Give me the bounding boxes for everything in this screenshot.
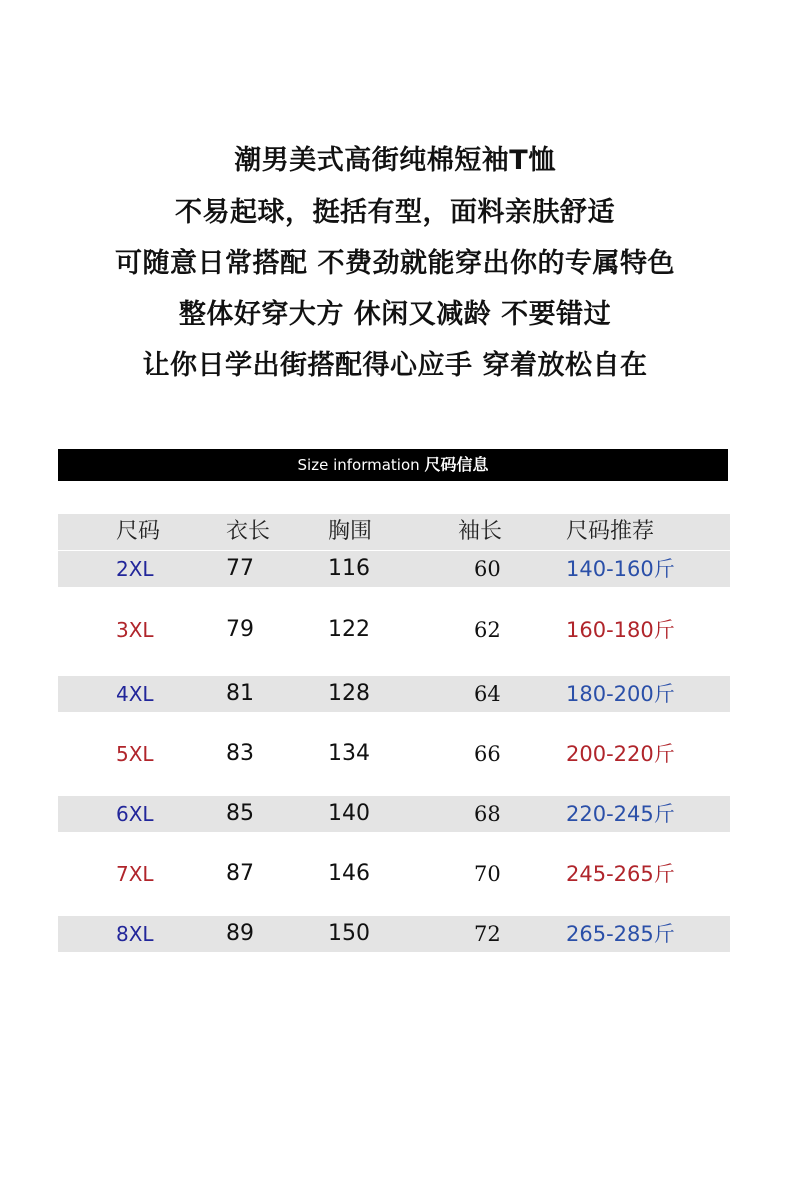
headline-line-2: 不易起球，挺括有型，面料亲肤舒适 bbox=[175, 197, 615, 228]
chest-cell: 116 bbox=[328, 556, 370, 581]
chest-cell: 146 bbox=[328, 861, 370, 886]
table-row bbox=[58, 916, 730, 952]
size-cell: 3XL bbox=[116, 618, 154, 642]
sleeve-cell: 70 bbox=[474, 862, 501, 886]
table-row bbox=[58, 612, 730, 648]
recommend-cell: 265-285斤 bbox=[566, 922, 675, 946]
size-cell: 7XL bbox=[116, 862, 154, 886]
recommend-cell: 140-160斤 bbox=[566, 557, 675, 581]
headline-line-5: 让你日学出街搭配得心应手 穿着放松自在 bbox=[142, 350, 648, 381]
chest-cell: 150 bbox=[328, 921, 370, 946]
size-cell: 8XL bbox=[116, 922, 154, 946]
chest-cell: 134 bbox=[328, 741, 370, 766]
chest-cell: 122 bbox=[328, 617, 370, 642]
recommend-cell: 245-265斤 bbox=[566, 862, 675, 886]
table-row bbox=[58, 736, 730, 772]
table-row bbox=[58, 676, 730, 712]
recommend-cell: 200-220斤 bbox=[566, 742, 675, 766]
table-row bbox=[58, 796, 730, 832]
header-length: 衣长 bbox=[226, 519, 271, 544]
headline-line-4: 整体好穿大方 休闲又减龄 不要错过 bbox=[178, 299, 612, 330]
chest-cell: 140 bbox=[328, 801, 370, 826]
length-cell: 79 bbox=[226, 617, 254, 642]
length-cell: 89 bbox=[226, 921, 254, 946]
length-cell: 83 bbox=[226, 741, 254, 766]
table-row bbox=[58, 551, 730, 587]
recommend-cell: 220-245斤 bbox=[566, 802, 675, 826]
sleeve-cell: 66 bbox=[474, 742, 501, 766]
header-size: 尺码 bbox=[116, 519, 161, 544]
chest-cell: 128 bbox=[328, 681, 370, 706]
header-chest: 胸围 bbox=[328, 519, 373, 544]
sleeve-cell: 60 bbox=[474, 557, 501, 581]
length-cell: 81 bbox=[226, 681, 254, 706]
banner-en: Size information bbox=[297, 456, 425, 474]
header-recommend: 尺码推荐 bbox=[566, 519, 655, 544]
sleeve-cell: 64 bbox=[474, 682, 501, 706]
banner-zh: 尺码信息 bbox=[424, 455, 489, 474]
table-header-row bbox=[58, 514, 730, 550]
size-cell: 4XL bbox=[116, 682, 154, 706]
table-row bbox=[58, 856, 730, 892]
length-cell: 85 bbox=[226, 801, 254, 826]
size-info-banner bbox=[58, 449, 728, 481]
recommend-cell: 160-180斤 bbox=[566, 618, 675, 642]
size-cell: 6XL bbox=[116, 802, 154, 826]
header-sleeve: 袖长 bbox=[458, 519, 503, 544]
size-cell: 2XL bbox=[116, 557, 154, 581]
product-title: 潮男美式高街纯棉短袖T恤 bbox=[234, 145, 556, 176]
recommend-cell: 180-200斤 bbox=[566, 682, 675, 706]
sleeve-cell: 68 bbox=[474, 802, 501, 826]
headline-line-3: 可随意日常搭配 不费劲就能穿出你的专属特色 bbox=[115, 248, 675, 279]
size-cell: 5XL bbox=[116, 742, 154, 766]
sleeve-cell: 72 bbox=[474, 922, 501, 946]
length-cell: 87 bbox=[226, 861, 254, 886]
length-cell: 77 bbox=[226, 556, 254, 581]
sleeve-cell: 62 bbox=[474, 618, 501, 642]
